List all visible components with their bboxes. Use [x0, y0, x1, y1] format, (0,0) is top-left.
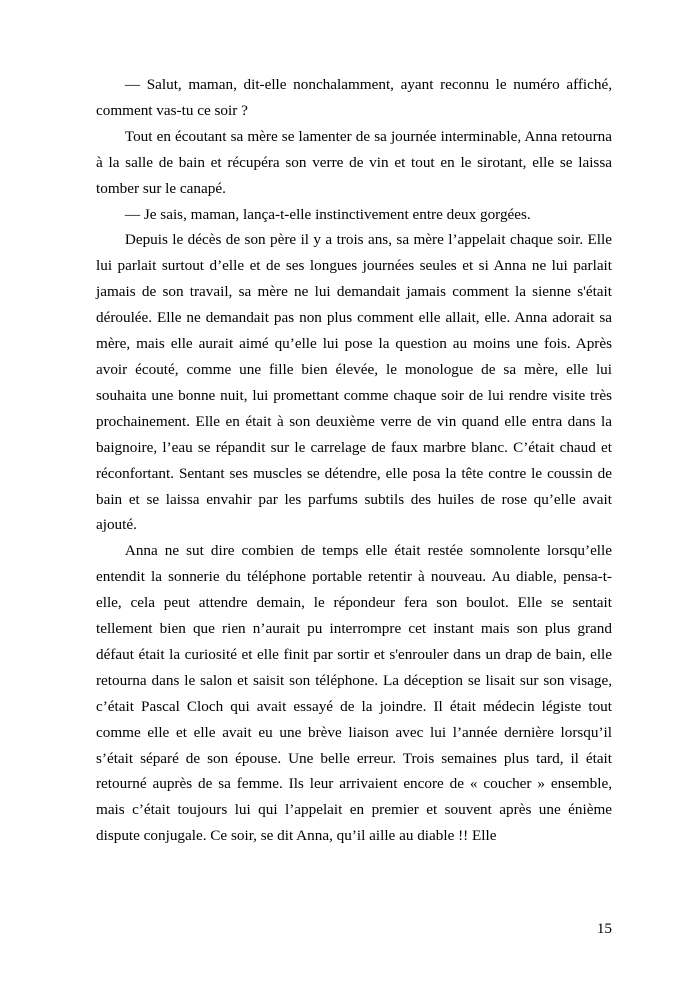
- paragraph-4: Depuis le décès de son père il y a trois ans, sa mère l’appelait chaque soir. Elle lui parlait surtout d’elle et de ses longues journées seules et si Anna ne lui parlait jamais de son travail, sa mère ne lui demandait jamais comment la sienne s'était déroulée. Elle ne demandait pas non plus comment elle allait, elle. Anna adorait sa mère, mais elle aurait aimé qu’elle lui pose la question au moins une fois. Après avoir écouté, comme une fille bien élevée, le monologue de sa mère, elle lui souhaita une bonne nuit, lui promettant comme chaque soir de lui rendre visite très prochainement. Elle en était à son deuxième verre de vin quand elle entra dans la baignoire, l’eau se répandit sur le carrelage de faux marbre blanc. C’était chaud et réconfortant. Sentant ses muscles se détendre, elle posa la tête contre le coussin de bain et se laissa envahir par les parfums subtils des huiles de rose qu’elle avait ajouté.: [96, 231, 612, 534]
- paragraph-5: Anna ne sut dire combien de temps elle était restée somnolente lorsqu’elle entendit la sonnerie du téléphone portable retentir à nouveau. Au diable, pensa-t-elle, cela peut attendre demain, le répondeur fera son boulot. Elle se sentait tellement bien que rien n’aurait pu interrompre cet instant mais son plus grand défaut était la curiosité et elle finit par sortir et s'enrouler dans un drap de bain, elle retourna dans le salon et saisit son téléphone. La déception se lisait sur son visage, c’était Pascal Cloch qui avait essayé de la joindre. Il était médecin légiste tout comme elle et elle avait eu une brève liaison avec lui l’année dernière lorsqu’il s’était séparé de son épouse. Une belle erreur. Trois semaines plus tard, il était retourné auprès de sa femme. Ils leur arrivaient encore de « coucher » ensemble, mais c’était toujours lui qui l’appelait en premier et souvent après une énième dispute conjugale. Ce soir, se dit Anna, qu’il aille au diable !! Elle: [96, 542, 612, 845]
- paragraph-3: — Je sais, maman, lança-t-elle instinctivement entre deux gorgées.: [124, 205, 531, 223]
- page-number: 15: [596, 920, 612, 937]
- paragraph-2: Tout en écoutant sa mère se lamenter de sa journée interminable, Anna retourna à la salle de bain et récupéra son verre de vin et tout en le sirotant, elle se laissa tomber sur le canapé.: [96, 127, 612, 197]
- paragraph-1: — Salut, maman, dit-elle nonchalamment, ayant reconnu le numéro affiché, comment vas-tu ce soir ?: [96, 76, 612, 119]
- page-body-text: [96, 72, 612, 849]
